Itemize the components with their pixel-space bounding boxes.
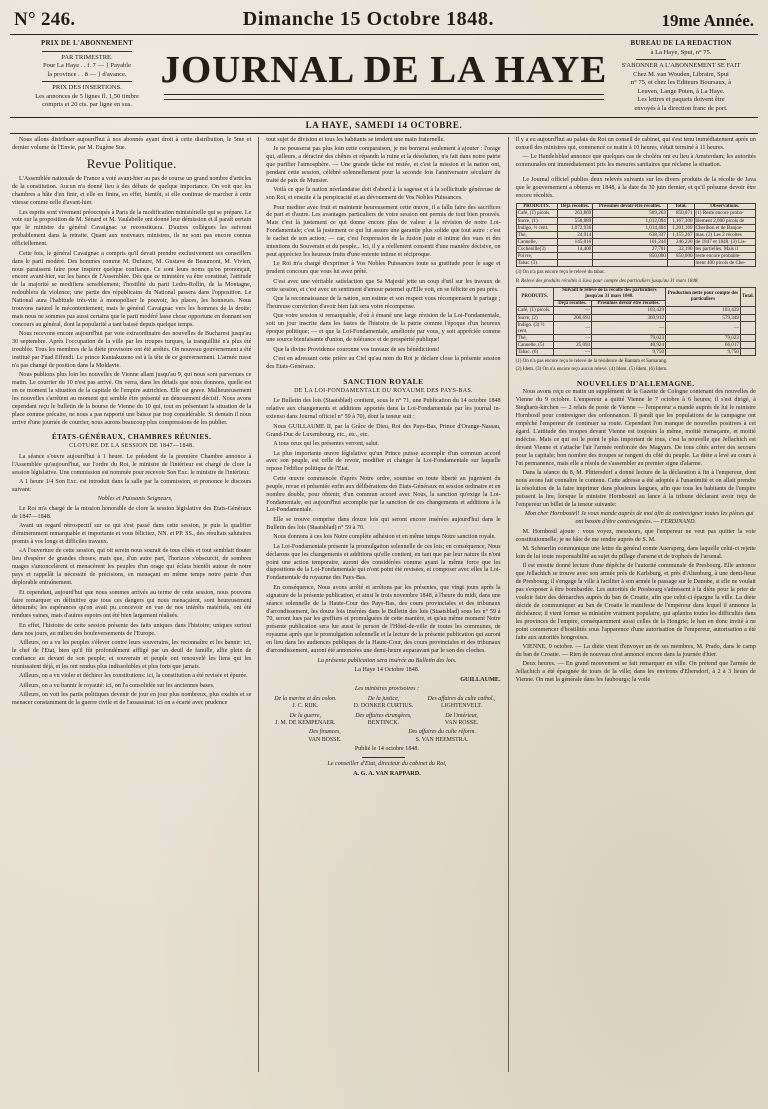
paragraph: Que votre session si remarquable, d'où à émané une large révision de la Loi-Fondamentale, soit un jour inscrite dans les fastes de l'histoire de la patrie comme l'époque d'un heureux époque politique; — et que la Loi-Fondamentale, améliorée par vous, y soit appréciée comme une source bienfaisante d'union, de tolérance et de prospérité publique! [266, 313, 501, 344]
cell-observation: Cheribon et de Banjoe- [694, 224, 755, 231]
cell-observation: ment 400 picols de Che- [694, 260, 755, 267]
subscription-heading: PRIX DE L'ABONNEMENT [41, 39, 133, 47]
cell-harvested [557, 260, 593, 267]
cell-product: Café, (1) picols. [516, 210, 557, 217]
cell-harvested [557, 253, 593, 260]
publication-line: Publié le 14 octobre 1848. [354, 746, 420, 753]
cell-product: Poivre, [516, 253, 557, 260]
issue-number: N° 246. [14, 9, 76, 30]
column-2 [259, 137, 508, 1072]
paragraph: Nous donnons à ces lois Notre complète adhésion et en même temps Notre sanction royale. [273, 534, 496, 541]
cell-harvested: 14,400 [557, 246, 593, 253]
cell-blank [740, 314, 755, 321]
office-line-2: S'ABONNER A L'ABONNEMENT SE FAIT [621, 62, 741, 70]
office-line-5: Leuven, Lange Poten, à La Haye. [637, 87, 725, 95]
cell-total: 103,429 [666, 307, 741, 314]
paragraph: Je ne pousserai pas plus loin cette comparaison, je me bornerai seulement à ajouter : l'orage qui, ailleurs, a déraciné des chênes et répandu la ruine et la désolation, n'a fait dans notre patrie que purifier l'atmosphère. — Une grande tâche est restée, et c'est la mission et la nation ont, pendant cette session, célébré solennellement pour la seconde fois l'anniversaire séculaire du traité de paix de Munster. [266, 146, 501, 184]
cell-expected: 79,023 [592, 334, 666, 341]
paragraph: tout sujet de division et tous les habitants se tendent une main fraternelle. [266, 136, 445, 143]
table-row [516, 314, 755, 321]
paragraph: Deux heures. — En grand mouvement se fait remarquer en ville. On prétend que l'armée de Jellachich a été épargnée de tours de la ville; dans les environs d'Ebersdorf, à 2 à 3 lieues de Vienne. On met la générale dans les faubourgs; la voile [515, 661, 756, 684]
table-row [516, 307, 755, 314]
subscription-info [10, 35, 164, 117]
section-subtitle-cloture: CLOTURE DE LA SESSION DE 1847—1848. [69, 443, 195, 450]
ads-heading: PRIX DES INSERTIONS. [52, 84, 122, 92]
office-line-3: Chez M. van Wouden, Libraire, Spui [633, 70, 729, 78]
cell-expected: 369,912 [592, 314, 666, 321]
cell-observation: de 1847 et 1848. (3) Lis- [694, 238, 755, 245]
cell-harvested: 206,693 [553, 314, 591, 321]
cell-expected: 589,263 [593, 210, 668, 217]
table-b-caption: B. Relevé des produits récoltés à Java pour compte des particuliers jusqu'au 31 mars 1848. [515, 278, 699, 284]
minister-name: J. C. RIJK. [292, 703, 319, 710]
article-columns [10, 137, 758, 1072]
minister-dept: Des affaires étrangères, [355, 712, 412, 719]
paragraph: «A l'ouverture de cette session, qui oit serein nous sourait de tous côtés et tout semblait douter lieu d'espérer de grandes choses; mais que, d'un autre part, l'horizon s'obscurcit, de sombres nuages s'amoncelèrent et menacèrent les peuples d'un orage qui éclata bientôt autour de notre pays et rappelât la nécessité de précisions, en menaçant en même temps notre patrie d'un déplorable entraînement. [12, 548, 252, 587]
office-line-1: à La Haye, Spui, n° 75. [650, 48, 712, 56]
cell-total: 1,201,169 [667, 224, 694, 231]
minister-name: BENTINCK. [367, 720, 400, 727]
paragraph: Il y a eu aujourd'hui au palais du Roi un conseil de cabinet, qui s'est tenu immédiatement après un conseil des ministres qui, commencé ce matin à 10 heures, s'était terminé à 11 heures. [515, 136, 756, 151]
divider [42, 51, 132, 52]
table-header: Présumés devoir être récoltés. [593, 203, 668, 210]
paragraph: Elle se trouve comprise dans douze lois qui seront encore insérées aujourd'hui dans le Bulletin des lois (Staatsblad) n° 59 à 70. [266, 516, 501, 531]
cell-total: 9,750 [666, 349, 741, 356]
table-header: Production nette pour compte des particuliers [666, 287, 741, 307]
paragraph: Que la reconnaissance de la nation, son estime et son respect vous récompensent le partage ; l'heureuse conviction d'avoir bien fait sera votre récompense. [266, 296, 501, 311]
cell-harvested: 1,072,936 [557, 224, 593, 231]
paragraph: En conséquence, Nous avons arrêté et arrêtons par les présentes, que vingt jours après la signature de la présente publication, et ainsi le trois novembre 1848, à l'heure du midi, dans une séance solennelle de la Haute-Cour des Pays-Bas, des cours provinciales et des tribunaux d'arrondissement, les douze lois insérées dans le Bulletin des lois (Staatsblad) sous les n° 59 à 70, seront lues par les greffiers et promulguées de cette manière, et qu'au même moment Notre présente publication sera lue aussi le person de l'Hôtel-de-ville de toutes les communes, de royaume après que le promulgation solennelle et la lecture de la présente publication qui auront en lieu dans les audiences publiques de la Haute-Cour, des cours provinciales et des tribunaux d'arrondissement, auront été annoncées une demi-heure auparavant par le son des cloches. [266, 584, 501, 655]
table-row [516, 253, 755, 260]
paragraph: A tous ceux qui les présentes verront, salut. [273, 441, 380, 448]
divider [590, 173, 681, 174]
subscription-line-1: Pour La Haye . . f. 7 — } Payable [43, 62, 131, 70]
cell-harvested: 145,016 [557, 238, 593, 245]
cell-expected: 40,924 [592, 342, 666, 349]
paragraph: Le Roi m'a chargé de la mission honorable de clore la session législative des Etats-Généraux de 1847—1848. [12, 505, 252, 520]
divider [636, 59, 726, 60]
paragraph: Dans la séance du 8, M. Plittersdorf a donné lecture de la déclaration à fin à l'empereur, dont nous avons fait connaître le contenu. Cette adresse a été adoptée à l'unanimité et on allait prendre la résolution de la faire imprimer dans plusieurs langues, afin que tous les habitants de l'empire puissent la lire, lorsque le ministre Hornbostel au lance à la tribune déclarant avoir reçu de l'empereur un billet de la teneur suivante: [515, 470, 756, 508]
table-row [516, 260, 755, 267]
cell-observation: (1) Reste encore proba- [694, 210, 755, 217]
paragraph: Ailleurs, on a vu violer et déchirer les constitutions: ici, la constitution a été revisée et épurée. [19, 673, 248, 680]
minister-name: LIGHTENVELT. [441, 703, 483, 710]
table-header: PRODUITS. [516, 203, 557, 210]
cell-harvested: — [553, 349, 591, 356]
minister-row [266, 729, 500, 744]
minister-name: VAN BOSSE. [308, 736, 342, 743]
table-a-footnote: (3) On n'a pas encore reçu le relevé du tabac. [515, 270, 606, 276]
issue-year: 19me Année. [661, 11, 754, 30]
cell-total [667, 260, 694, 267]
section-title-revue: Revue Politique. [86, 156, 177, 172]
minister-dept: De la guerre, [289, 712, 322, 719]
cell-product: Cannelle, (5) [516, 342, 553, 349]
paragraph: M. Hornbostl ajoute : vous voyez, messieurs, que l'empereur ne veut pas quitter la voie constitutionnelle; je ne hâte de me rendre auprès de S. M. [515, 528, 756, 543]
cell-expected: 27,701 [593, 246, 668, 253]
section-subtitle-loi-fondamentale: DE LA LOI-FONDAMENTALE DU ROYAUME DES PAYS-BAS. [294, 387, 473, 394]
ministers-heading: Les ministres provisoires : [354, 685, 420, 692]
cell-product: Indigo. (3) ½ cent. [516, 321, 553, 334]
counsel-line: Le conseiller d'Etat, directeur du cabinet du Roi, [327, 761, 447, 768]
table-header: PRODUITS. [516, 287, 553, 307]
paragraph: Cette fois, le général Cavaignac a compris qu'il devait prendre exclusivement ses conseillers dans le parti modéré. Des hommes comme M. Dufaure, M. Gustave de Beaumont, M. Vivien, nous paraissent faire pour inspirer quelque confiance. Ce sont leurs noms qu'on prononçait, encore avant-hier, sur les bancs de l'Assemblée. Dès que ce ministère va être constitué, l'attitude de la majorité se modifiera sensiblement; l'hostilité du parti Ledru-Rollin, de la Montagne, redoublera de violence; une partie des républicains du National passera dans l'opposition. Le National aura l'habitude très-vite à monopoliser le pouvoir, les places, les honneurs. Nous trouvons naturel le mécontentement; mais le général Cavaignac vers les hommes de la droite; mais nous ne sommes pas aussi certains que le parti modéré lasse chose opportune en donnant son concours au général, dont la popularité a tant baissé depuis quelque temps. [12, 250, 252, 328]
divider [42, 81, 132, 82]
paragraph: Nous GUILLAUME II, par la Grâce de Dieu, Roi des Pays-Bas, Prince d'Orange-Nassau, Grand-Duc de Luxembourg, etc., etc., etc. [266, 423, 501, 438]
ads-line-2: compris et 20 cts. par ligne en sus. [42, 101, 132, 109]
column-3 [509, 137, 758, 1072]
cell-product: Tabac (3). [516, 260, 557, 267]
cell-expected: 638,337 [593, 231, 668, 238]
paragraph: C'est en adressant cette prière au Ciel qu'au nom du Roi je déclare close la présente session des Etats-Généraux. [266, 356, 501, 371]
city-dateline-text: LA HAYE, SAMEDI 14 OCTOBRE. [305, 119, 463, 130]
minister-dept: Des affaires du culte réform. [408, 729, 476, 736]
table-row [516, 238, 755, 245]
royal-signature: GUILLAUME. [460, 676, 501, 684]
cell-harvested: 24,914 [557, 231, 593, 238]
office-line-7: envoyés à la direction franc de port. [634, 105, 728, 113]
cell-product: Tabac. (6) [516, 349, 553, 356]
paragraph: — Le Handelsblad annonce que quelques cas de choléra ont eu lieu à Amsterdam; les autorités communales ont immédiatement pris les mesures sanitaires que réclame la situation. [515, 153, 756, 168]
table-row [516, 224, 755, 231]
minister-dept: Des affaires du culte cathol., [427, 695, 496, 702]
table-row [516, 321, 755, 334]
paragraph: Et cependant, aujourd'hui que nous sommes arrivés au terme de cette session, nous pouvons faire remarquer en définitive que tous ces dangers qui nous menaçaient, sont heureusement détournés; les espérances qu'on avait pu concevoir en vue de nos intérêts matériels, ont été rendues vaines, mais d'autres espoirs ont été bien largement réalisés. [12, 589, 252, 620]
cell-total: — [666, 321, 741, 334]
table-row [516, 334, 755, 341]
paragraph: Le Bulletin des lois (Staatsblad) contient, sous le n° 71, une Publication du 14 octobre 1848 relative aux changements et additions apportés dans la Loi-Fondamentale par les journal in-extenso dans Journal officiel n° 59 à 70), dont la teneur suit : [266, 398, 501, 421]
masthead-title-block [160, 35, 608, 117]
cell-total: 32,190 [667, 246, 694, 253]
paragraph: L'Assemblée nationale de France a voté avant-hier au pas de course un grand nombre d'articles de la constitution. Aucun n'a donné lieu à des débats de quelque importance. On voit que les chambres a hâte d'en finir, et elle en finira, en effet, bientôt, si elle continue de marcher à cette vitesse comme celle d'avant-hier. [12, 176, 252, 207]
minister-name: S. VAN HEEMSTRA. [415, 736, 469, 743]
distribution-notice: Nous allons distribuer aujourd'hui à nos abonnés ayant droit à cette distribution, le 5me et dernier volume de l'Envie, par M. Eugène Sue. [12, 136, 252, 151]
paragraph: La séance s'ouvre aujourd'hui à 1 heure. Le président de la première Chambre annonce à l'Assemblée qu'aujourd'hui, sur l'ordre du Roi, le ministre de l'intérieur est chargé de clore la session législative. Une commission est nommée pour recevoir Son Exc. le ministre de l'intérieur. [12, 453, 252, 476]
masthead [10, 35, 758, 118]
cell-product: Sucre, (2) [516, 314, 553, 321]
cell-blank [740, 342, 755, 349]
paragraph: Ailleurs, on a vu bannir le royauté: ici, on l'a consolidée sur les anciennes bases. [19, 682, 215, 689]
divider [362, 757, 404, 758]
paragraph: Pour mediter avec fruit et maintenir heureusement cette œuvre, il a fallu faire des sacrifices de part et d'autre. Les avantages particuliers de votre session ont permis de tout bien prouvés. Mais c'est là justement ce qui donne encore plus de valeur à la révision de notre Loi-Fondamentale; c'est là justement ce qui lui assure une garantie plus solide que tout autre : c'est le cachet de son action; — car, c'est l'expression de la fusion juste et intime des vues et des intentions du Souverain et du peuple... Ici, il y a réellement consenti d'une manière décisive, on peut appréciez les heureux fruits d'une entente intime et réciproque. [266, 204, 501, 259]
paragraph: Ailleurs, on a vu les peuples s'élever contre leurs souverains, les reconnaître et les bannir: ici, le chef de l'Etat, bien qu'il fût profondément affligé par un deuil de famille, allie plein de confiance au devant de son peuple; et souverain et peuple ont renouvelé les liens qui les réunissaient déjà, et les ont rendus plus indissolubles et plus forts que jamais. [12, 640, 252, 670]
cell-expected: 103,429 [592, 307, 666, 314]
table-header: Total. [740, 287, 755, 307]
cell-blank [740, 307, 755, 314]
paragraph: Nous avons reçu ce matin un supplément de la Gazette de Cologne contenant des nouvelles de Vienne du 9 octobre. L'empereur a quitté Vienne le 7 octobre à 6 heures; il s'est dirigé, à Siegharts-kirchen — 2 relais de poste de Vienne — l'empereur a mandé auprès de lui le ministre Hornbostl pour contresigner des ordonnances. Il paraît que les populations de la campagne ont empêché l'empereur de continuer sa route. Cependant l'on manque de nouvelles positives à cet égard. L'attitude des troupes devant Vienne est toujours la même, moitié menaçante, et moitié indécise. Mais ce qui est le point le plus important de tous, c'est la nouvelle que Jellachich est devant Vienne et s'attache l'air l'armée renforcée des Magyars. De tous côtés arrive des secours pour la capitale; bon nombre des troupes se rangent du côté du peuple. La diète a levé au cours à l'ut permanence, mais elle a résolu de s'assembler au premier signe d'alarme. [515, 389, 756, 467]
minister-dept: Des finances, [309, 729, 341, 736]
paragraph: Avant un regard rétrospectif sur ce qui s'est passé dans cette session, je puis la qualifier d'éminemment remarquable et importante et vous félicitez, NN. et PP. SS., des résultats salutaires promis à vos longs et difficiles travaux. [12, 523, 252, 546]
minister-row [266, 713, 500, 728]
paragraph: M. Schmerlin communique une lettre du général comte Auersperg, dans laquelle celui-ci rejette loin de lui toute responsabilité au sujet du pillage d'arsene et de tropheés de l'arsenal. [515, 545, 756, 560]
paragraph: Que la divine Providence couronne vos travaux de ses bénédictions! [273, 346, 440, 353]
cell-total: 66,017 [666, 342, 741, 349]
minister-dept: De la marine et des colon. [274, 695, 337, 702]
cell-harvested: — [553, 334, 591, 341]
paragraph: Le Roi m'a chargé d'exprimer à Vos Nobles Puissances toute sa gratitude pour le sage et prudent concours que vous lui avez prêté. [266, 261, 501, 276]
paragraph: Nous publions plus loin les nouvelles de Vienne allant jusqu'au 9, qui nous sont parvenues ce matin. Le courrier du 10 n'est pas arrivé. On verra, dans les détails que nous donnons, quelle est en ce moment la situation de la capitale de l'empire autrichien. Elle est grave. Malheureusement les nouvelles s'arrêtent au moment qui semble être présenté un dénouement décisif. Nous avons cependant reçu le bulletin de la bourse de Vienne du 10 qui, tout en présentant la situation de la place comme précaire, ne nous a pas rapporté une baisse par trop considérable. Si demain il nous arrive d'une journée de courrier, nous aurons beaucoup plus compressions de les publier. [12, 372, 252, 427]
cell-product: Thé, [516, 334, 553, 341]
paragraph: La plus importante œuvre législative qu'un Prince puisse accomplir d'un commun accord avec son peuple, est celle de revoir, modifier et changer la Loi-Fondamentale sur laquelle repose l'édifice politique de l'Etat. [266, 450, 501, 473]
cell-harvested: 558,889 [557, 217, 593, 224]
table-row [516, 210, 755, 217]
cell-expected: 101,244 [593, 238, 668, 245]
table-header: Suivant le relevé de la récolte des particuliers jusqu'au 31 mars 1848. [553, 287, 665, 300]
office-info [604, 35, 758, 117]
cell-total: 246,220 [667, 238, 694, 245]
cell-expected: 1,012,094 [593, 217, 668, 224]
section-title-etats-generaux: ÉTATS-GÉNÉRAUX, CHAMBRES RÉUNIES. [51, 432, 212, 441]
newspaper-title: JOURNAL DE LA HAYE [160, 48, 608, 91]
subscription-period: PAR TRIMESTRE. [61, 53, 113, 61]
cell-total: 79,023 [666, 334, 741, 341]
table-b-footnote-2: (2) Idem. (3) On n'a encore reçu aucun relevé. (4) Idem. (5) Idem. (6) Idem. [515, 367, 668, 373]
cell-observation: blement 2,000 picols de [694, 217, 755, 224]
cell-harvested: — [553, 307, 591, 314]
cell-product: Thé, [516, 231, 557, 238]
table-row [516, 349, 755, 356]
table-header: Déjà récoltés. [557, 203, 593, 210]
paragraph: VIENNE, 9 octobre. — La diète vient d'envoyer un de ses membres, M. Prado, dans le camp du ban de Croatie. — Rien de nouveau n'est annoncé encore dans la journée d'hier. [515, 644, 756, 658]
address-salutation: Nobles et Puissants Seigneurs, [97, 496, 173, 503]
cell-product: Café, (1) picols. [516, 307, 553, 314]
table-header: Total. [667, 203, 694, 210]
cell-blank [740, 321, 755, 334]
column-1 [10, 137, 259, 1072]
cell-blank [740, 334, 755, 341]
paragraph: Les esprits sont vivement préoccupés à Paris de la modification ministérielle qui se prépare. Le vote sur la proposition de M. Sénard et M. Vaulabelle ont donné leur démission et il paraît certain que le ministre du général Cavaignac se reconstituera. D'autres collègues les suivront probablement dans la retraite. Quant aux nouveaux ministres, ils ne sont pas encore connus officiellement. [12, 209, 252, 248]
paragraph: A 1 heure 1/4 Son Exc. est introduit dans la salle par la commission, et prononce le discours suivant: [12, 479, 252, 494]
table-subheader: Déjà récoltés. [553, 300, 591, 307]
minister-dept: De l'intérieur, [445, 712, 478, 719]
cell-harvested: 25,093 [553, 342, 591, 349]
table-row [516, 231, 755, 238]
paragraph: En effet, l'histoire de cette session présente des faits uniques dans l'histoire; uniques surtout dans nos jours, au milieu des bouleversements de l'Europe. [12, 622, 252, 637]
cell-expected: — [592, 321, 666, 334]
table-java-government-crops [516, 203, 756, 268]
emperor-note: Mon cher Hornbostel! Je vous mande auprès de moi afin de contresigner toutes les pièces qui ont besoin d'être contresignées. — FERDINAND. [524, 511, 754, 526]
ads-line-1: Les annonces de 5 lignes fl. 1,50 timbre [35, 92, 139, 100]
minister-dept: De la justice, [367, 695, 400, 702]
cell-total: 579,349 [666, 314, 741, 321]
masthead-topline [10, 6, 758, 35]
minister-name: J. M. DE KEMPENAER. [275, 720, 336, 727]
office-line-6: Les lettres et paquets doivent être [637, 96, 725, 104]
minister-name: D. DONKER CURTIUS. [353, 703, 414, 710]
paragraph: Nous recevons encore aujourd'hui par voie extraordinaire des nouvelles de Bucharest jusqu'au 30 septembre. Après l'occupation de la ville par les troupes turques, la tranquillité n'a plus été troublée. Tous les membres de la diète provisoire ont été arrêtés. On nouveau gouvernement a été institué par Fuad Effendi. Le prince Kantakuzeno est à la tête de ce gouvernement. L'armée russe n'a pas changé de position dans la Moldavie. [12, 331, 252, 370]
cell-expected: 850,000 [593, 253, 668, 260]
royal-closing-line: La présente publication sera insérée au Bulletin des lois. [317, 657, 457, 664]
counsel-name: A. G. A. VAN RAPPARD. [353, 770, 421, 778]
office-line-4: n° 75, et chez les Editeurs Boursaux, à [630, 79, 732, 87]
table-java-private-crops [516, 287, 756, 356]
cell-observation: mas. (2) Les 2 récoltes [694, 231, 755, 238]
table-b-footnote-1: (1) On n'a pas encore reçu le relevé de la résidence de Bantam et Samarang. [515, 359, 668, 365]
cell-expected [593, 260, 668, 267]
cell-harvested: — [553, 321, 591, 334]
paragraph: C'est avec une véritable satisfaction que Sa Majesté jette un coup d'œil sur les travaux de cette session, et c'est avec un sentiment d'amour paternel qu'Elle voit, en se félicite en peu près. [266, 278, 501, 293]
divider [164, 94, 604, 95]
cell-product: Sucre, (1) [516, 217, 557, 224]
paragraph: Cette œuvre commencée d'après Notre ordre, soumise en toute liberté au jugement du peuple, revue et présentée enfin aux délibérations des Etats-Généraux en session ordinaire et en nombre double, pour obtenir, d'un commun accord avec Nous, la sanction qu'exige la Loi-Fondamentale, est aujourd'hui accomplie par la sanction de ces changements et additions à la Loi-Fondamentale. [266, 475, 501, 514]
table-row [516, 217, 755, 224]
minister-name: VAN ROSSE. [444, 720, 479, 727]
minister-row [266, 696, 500, 711]
table-subheader: Présumés devoir être récoltés. [592, 300, 666, 307]
cell-blank [740, 349, 755, 356]
cell-expected: 9,750 [592, 349, 666, 356]
cell-total: 1,167,300 [667, 217, 694, 224]
section-title-nouvelles-allemagne: NOUVELLES D'ALLEMAGNE. [576, 378, 695, 388]
section-title-sanction-royale: SANCTION ROYALE [343, 376, 424, 386]
paragraph: Il est ensuite donné lecture d'une dépêche de l'autorité communale de Presbourg. Elle annonce que Jellachich se trouve avec son armée près de Karlsburg, et près d'Altenburg, à une demi-lieue de Presbourg; il s'engage la ville à faciliter à son armée le passage sur le Danube, si elle ne voulait pas s'exposer à être bombardée. Les autorités de Presbourg s'adressent à la diète pour la prier de vouloir faire des démarches auprès du ban de Croatie, afin que celui-ci épargne la ville. La diète décide de communiquer au ban de Croatie le manifeste de l'empereur dans lequel il annonce la déchéance; il vient former sa ministère vraiment populaire, qui aplanira toutes les difficultés dans les provinces de l'empire, conséquemment aussi celles de la Hongrie; le ban en donc invité à ne point commencer d'hostilités sous l'apparence d'une autorisation de l'empereur, autorisation a été faite aux autorités hongroises. [515, 563, 756, 641]
cell-observation: tes partielles. Mais il [694, 246, 755, 253]
royal-place-date: La Haye 14 Octobre 1848. [354, 666, 420, 673]
cell-expected: 1,014,404 [593, 224, 668, 231]
paragraph: La Loi-Fondamentale présente la promulgation solennelle de ces lois; en conséquence, Nous déclarons que les changements et additions qu'elle contient, en tant que par leur nature ils n'ont point une action temporaire, auront dès considérées comme ayant la même force que les dispositions de la Loi-Fondamentale qui n'ont point été revisées, et composer avec elles la Loi-Fondamentale du royaume des Pays-Bas. [266, 543, 501, 582]
subscription-line-2: la province . . 8 — } d'avance. [47, 70, 127, 78]
cell-product: Indigo, ½ cent. [516, 224, 557, 231]
table-row [516, 246, 755, 253]
table-row [516, 342, 755, 349]
paragraph: Le Journal officiel publies deux relevés suivants sur les divers produits de la récolte de Java que le gouvernement a obtenus en 1848, à la date du 30 juin dernier, et qu'il présume devoir être encore récoltés. [515, 176, 756, 199]
table-header: Observations. [694, 203, 755, 210]
cell-total: 850,000 [667, 253, 694, 260]
cell-product: Cannelle, [516, 238, 557, 245]
cell-harvested: 263,869 [557, 210, 593, 217]
cell-observation: reste encore probable- [694, 253, 755, 260]
cell-total: 1,155,267 [667, 231, 694, 238]
cell-total: 850,071 [667, 210, 694, 217]
paragraph: Voilà ce que la nation néerlandaise doit d'abord à la sagesse et à la sollicitude généreuse de son Roi, et ensuite à la perspicacité et au dévouement de Vos Nobles Puissances. [266, 187, 501, 202]
paragraph: Ailleurs, on voit les partis politiques devenir de jour en jour plus nombreux, plus exaltés et se menacer constamment de la guerre civile et de l'assassinat: ici on a écarté avec prudence [12, 692, 252, 707]
city-dateline [10, 118, 758, 134]
cell-product: Cochenille(3) [516, 246, 557, 253]
office-heading: BUREAU DE LA REDACTION [630, 39, 732, 47]
issue-date: Dimanche 15 Octobre 1848. [242, 8, 495, 30]
divider [164, 99, 604, 100]
